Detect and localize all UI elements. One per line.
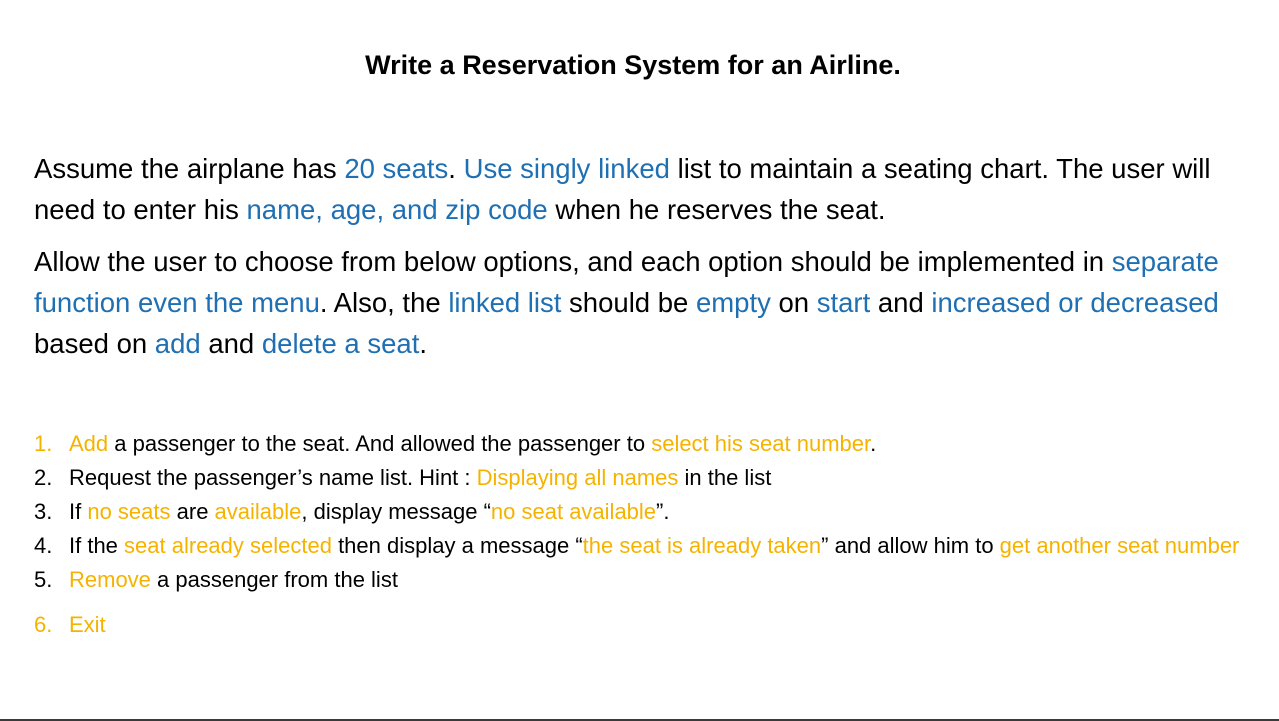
body-text: ” and allow him to bbox=[821, 533, 1000, 558]
body-text: a passenger from the list bbox=[150, 567, 398, 592]
body-text: list to maintain a seating chart. The user will need to enter his bbox=[34, 153, 1211, 225]
body-text: when he reserves the seat. bbox=[547, 194, 886, 225]
option-item-name-list bbox=[34, 461, 1249, 495]
body-text: in the list bbox=[678, 465, 772, 490]
option-text bbox=[69, 533, 1239, 558]
highlight-text: Add bbox=[69, 431, 109, 456]
highlight-text: separate function even the menu bbox=[34, 246, 1219, 318]
option-number: 4. bbox=[34, 533, 53, 558]
highlight-text: delete a seat bbox=[261, 328, 420, 359]
highlight-text: seat already selected bbox=[124, 533, 332, 558]
option-number: 1. bbox=[34, 431, 53, 456]
body-text: should be bbox=[561, 287, 696, 318]
options-list bbox=[34, 427, 1249, 642]
option-item-add bbox=[34, 427, 1249, 461]
intro-paragraph bbox=[34, 148, 1249, 230]
highlight-text: name, age, and zip code bbox=[246, 194, 548, 225]
option-text bbox=[69, 567, 398, 592]
option-number: 6. bbox=[34, 612, 53, 637]
option-item-exit bbox=[34, 608, 1249, 642]
highlight-text: no seat available bbox=[490, 499, 657, 524]
body-text: then display a message “ bbox=[331, 533, 583, 558]
option-item-seat-taken bbox=[34, 529, 1249, 563]
body-text: are bbox=[170, 499, 215, 524]
highlight-text: linked list bbox=[448, 287, 562, 318]
body-text: . bbox=[419, 328, 427, 359]
body-text: based on bbox=[34, 328, 155, 359]
body-text: a passenger to the seat. And allowed the passenger to bbox=[108, 431, 652, 456]
highlight-text: get another seat number bbox=[999, 533, 1240, 558]
option-number: 5. bbox=[34, 567, 53, 592]
highlight-text: Exit bbox=[69, 612, 106, 637]
body-text: If bbox=[69, 499, 88, 524]
highlight-text: available bbox=[214, 499, 302, 524]
option-number: 3. bbox=[34, 499, 53, 524]
body-text: and bbox=[200, 328, 262, 359]
highlight-text: no seats bbox=[87, 499, 171, 524]
body-text: Assume the airplane has bbox=[34, 153, 345, 184]
body-text: and bbox=[870, 287, 932, 318]
highlight-text: 20 seats bbox=[344, 153, 449, 184]
requirements-paragraph bbox=[34, 241, 1249, 364]
highlight-text: the seat is already taken bbox=[582, 533, 822, 558]
highlight-text: increased or decreased bbox=[931, 287, 1219, 318]
option-text bbox=[69, 465, 771, 490]
highlight-text: add bbox=[154, 328, 201, 359]
highlight-text: Use singly linked bbox=[463, 153, 670, 184]
body-text: , display message “ bbox=[301, 499, 491, 524]
body-text: . bbox=[870, 431, 877, 456]
body-text: ”. bbox=[656, 499, 670, 524]
body-text: . bbox=[448, 153, 464, 184]
highlight-text: empty bbox=[695, 287, 771, 318]
option-text bbox=[69, 612, 106, 637]
body-text: Request the passenger’s name list. Hint : bbox=[69, 465, 477, 490]
option-item-no-seats bbox=[34, 495, 1249, 529]
option-text bbox=[69, 499, 670, 524]
highlight-text: Remove bbox=[69, 567, 151, 592]
highlight-text: start bbox=[816, 287, 871, 318]
body-text: on bbox=[770, 287, 817, 318]
body-text: If the bbox=[69, 533, 125, 558]
option-text bbox=[69, 431, 876, 456]
highlight-text: Displaying all names bbox=[476, 465, 679, 490]
body-text: Allow the user to choose from below options, and each option should be implemented in bbox=[34, 246, 1112, 277]
slide-title: Write a Reservation System for an Airline. bbox=[365, 50, 901, 80]
option-number: 2. bbox=[34, 465, 53, 490]
body-text: . Also, the bbox=[319, 287, 449, 318]
highlight-text: select his seat number bbox=[651, 431, 871, 456]
option-item-remove bbox=[34, 563, 1249, 597]
